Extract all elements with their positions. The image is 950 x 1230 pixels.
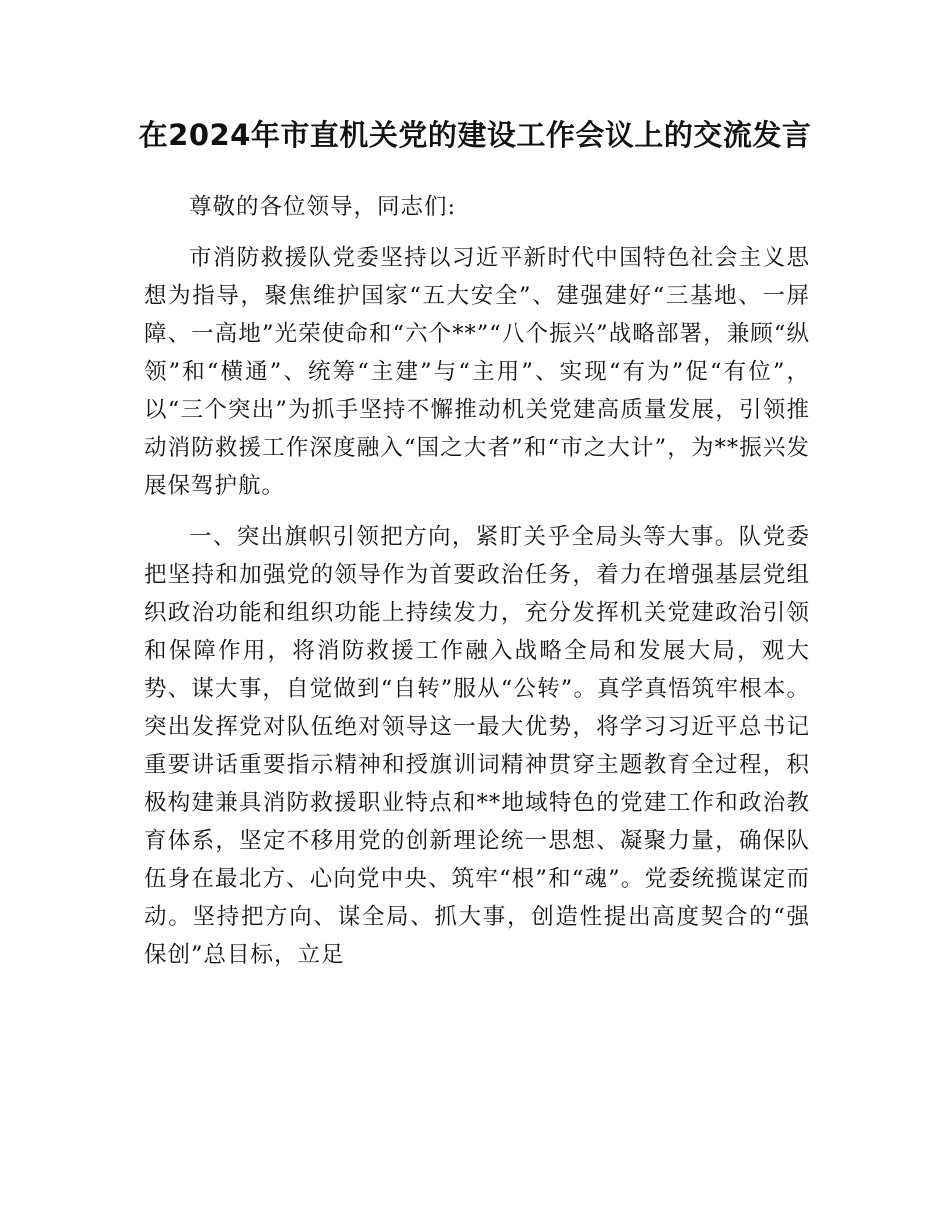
paragraph-section-one: 一、突出旗帜引领把方向，紧盯关乎全局头等大事。队党委把坚持和加强党的领导作为首要政治任务，着力在增强基层党组织政治功能和组织功能上持续发力，充分发挥机关党建政治引领和保障作用，将消防救援工作融入战略全局和发展大局，观大势、谋大事，自觉做到“自转”服从“公转”。真学真悟筑牢根本。突出发挥党对队伍绝对领导这一最大优势，将学习习近平总书记重要讲话重要指示精神和授旗训词精神贯穿主题教育全过程，积极构建兼具消防救援职业特点和**地域特色的党建工作和政治教育体系，坚定不移用党的创新理论统一思想、凝聚力量，确保队伍身在最北方、心向党中央、筑牢“根”和“魂”。党委统揽谋定而动。坚持把方向、谋全局、抓大事，创造性提出高度契合的“强保创”总目标，立足 bbox=[144, 524, 810, 968]
salutation: 尊敬的各位领导，同志们: bbox=[189, 194, 457, 220]
paragraph-intro: 市消防救援队党委坚持以习近平新时代中国特色社会主义思想为指导，聚焦维护国家“五大安全”、建强建好“三基地、一屏障、一高地”光荣使命和“六个**”“八个振兴”战略部署，兼顾“纵领”和“横通”、统筹“主建”与“主用”、实现“有为”促“有位”，以“三个突出”为抓手坚持不懈推动机关党建高质量发展，引领推动消防救援工作深度融入“国之大者”和“市之大计”，为**振兴发展保驾护航。 bbox=[144, 245, 810, 499]
document-body bbox=[144, 188, 810, 974]
document-title: 在2024年市直机关党的建设工作会议上的交流发言 bbox=[138, 118, 812, 152]
